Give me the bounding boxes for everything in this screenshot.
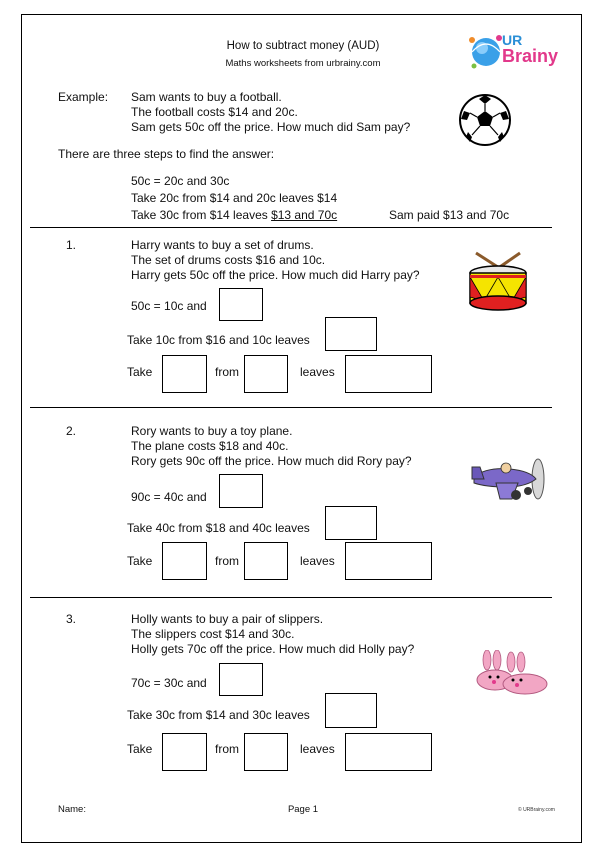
- answer-box-split[interactable]: [219, 288, 263, 321]
- question-line: Harry wants to buy a set of drums.: [131, 238, 314, 252]
- question-number: 2.: [66, 424, 77, 438]
- leaves-label: leaves: [300, 554, 335, 568]
- page-subtitle: Maths worksheets from urbrainy.com: [225, 58, 381, 69]
- take-line: Take 10c from $16 and 10c leaves: [127, 333, 310, 347]
- step3-answer: $13 and 70c: [271, 208, 338, 222]
- question-line: The slippers cost $14 and 30c.: [131, 627, 295, 641]
- question-line: The set of drums costs $16 and 10c.: [131, 253, 326, 267]
- divider: [30, 227, 552, 228]
- answer-box-split[interactable]: [219, 474, 263, 508]
- logo-text-bottom: Brainy: [502, 46, 559, 66]
- steps-intro: There are three steps to find the answer:: [58, 147, 275, 161]
- drum-icon: [466, 249, 530, 315]
- divider: [30, 407, 552, 408]
- take-label: Take: [127, 554, 153, 568]
- leaves-label: leaves: [300, 365, 335, 379]
- football-icon: [458, 93, 512, 147]
- name-label: Name:: [58, 804, 86, 815]
- page-number: Page 1: [287, 804, 319, 815]
- take-label: Take: [127, 742, 153, 756]
- answer-box-split[interactable]: [219, 663, 263, 696]
- example-step: [131, 206, 337, 224]
- question-line: Rory wants to buy a toy plane.: [131, 424, 293, 438]
- from-label: from: [215, 365, 239, 379]
- divider: [30, 597, 552, 598]
- bunny-slippers-icon: [473, 650, 551, 696]
- question-line: Harry gets 50c off the price. How much did Harry pay?: [131, 268, 420, 282]
- question-line: The plane costs $18 and 40c.: [131, 439, 289, 453]
- answer-box-result[interactable]: [345, 542, 432, 580]
- take-label: Take: [127, 365, 153, 379]
- question-number: 3.: [66, 612, 77, 626]
- take-line: Take 30c from $14 and 30c leaves: [127, 708, 310, 722]
- answer-box-take-amount[interactable]: [162, 355, 207, 393]
- question-line: Holly wants to buy a pair of slippers.: [131, 612, 324, 626]
- logo-text-top: UR: [502, 32, 523, 48]
- example-step: 50c = 20c and 30c: [131, 174, 230, 188]
- toy-plane-icon: [466, 457, 550, 505]
- split-label: 70c = 30c and: [131, 676, 207, 690]
- answer-box-take[interactable]: [325, 693, 377, 728]
- question-number: 1.: [66, 238, 77, 252]
- example-label: Example:: [58, 90, 109, 104]
- example-step: Take 20c from $14 and 20c leaves $14: [131, 191, 338, 205]
- answer-box-result[interactable]: [345, 733, 432, 771]
- answer-box-take[interactable]: [325, 506, 377, 540]
- answer-box-take-amount[interactable]: [162, 542, 207, 580]
- page-title: How to subtract money (AUD): [226, 40, 380, 52]
- example-result: Sam paid $13 and 70c: [389, 208, 510, 222]
- answer-box-from-amount[interactable]: [244, 733, 288, 771]
- example-line: Sam gets 50c off the price. How much did Sam pay?: [131, 120, 411, 134]
- answer-box-from-amount[interactable]: [244, 355, 288, 393]
- question-line: Holly gets 70c off the price. How much did Holly pay?: [131, 642, 415, 656]
- answer-box-result[interactable]: [345, 355, 432, 393]
- question-line: Rory gets 90c off the price. How much did Rory pay?: [131, 454, 412, 468]
- split-label: 90c = 40c and: [131, 490, 207, 504]
- example-line: Sam wants to buy a football.: [131, 90, 282, 104]
- split-label: 50c = 10c and: [131, 299, 207, 313]
- copyright: © URBrainy.com: [518, 807, 555, 813]
- leaves-label: leaves: [300, 742, 335, 756]
- take-line: Take 40c from $18 and 40c leaves: [127, 521, 310, 535]
- example-line: The football costs $14 and 20c.: [131, 105, 298, 119]
- from-label: from: [215, 554, 239, 568]
- answer-box-from-amount[interactable]: [244, 542, 288, 580]
- from-label: from: [215, 742, 239, 756]
- brand-logo: [466, 30, 566, 74]
- answer-box-take-amount[interactable]: [162, 733, 207, 771]
- answer-box-take[interactable]: [325, 317, 377, 351]
- step3-prefix: Take 30c from $14 leaves: [131, 208, 272, 222]
